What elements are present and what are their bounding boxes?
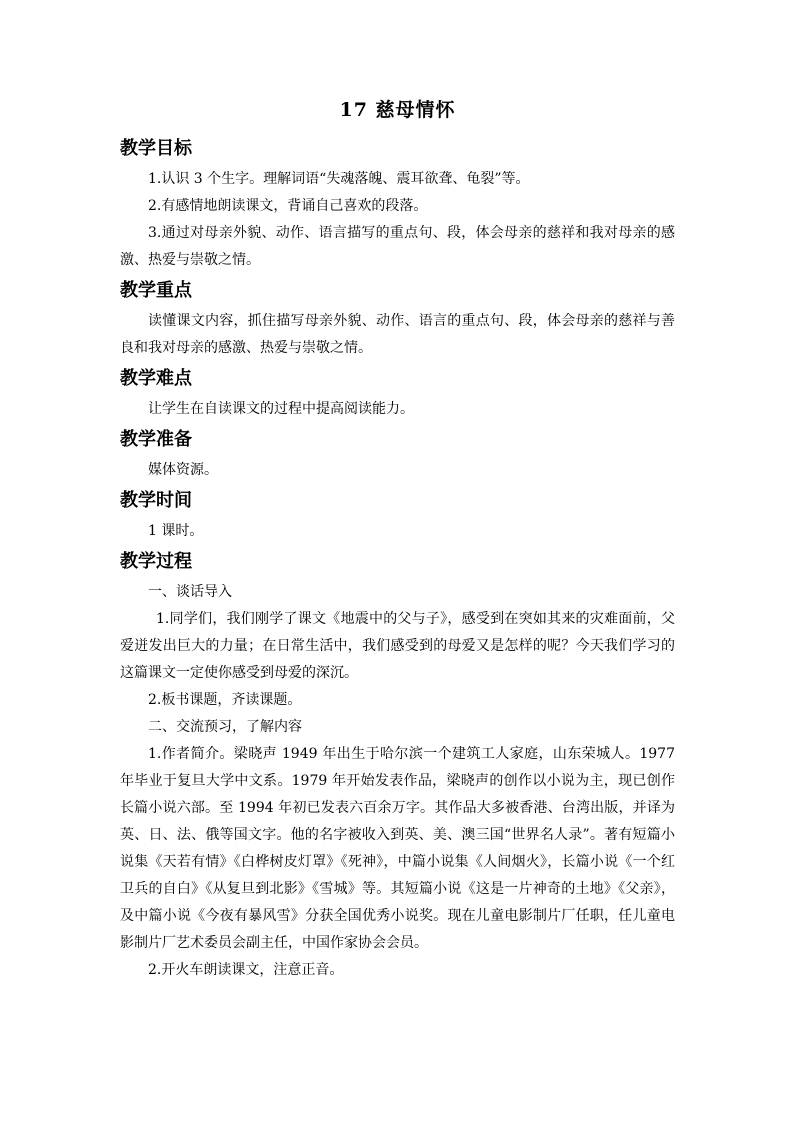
process-part1-paragraph-2: 2.板书课题，齐读课题。: [148, 692, 302, 708]
preparation-text: 媒体资源。: [148, 462, 218, 478]
lesson-title: 17 慈母情怀: [339, 99, 456, 121]
goal-item-1: 1.认识 3 个生字。理解词语“失魂落魄、震耳欲聋、龟裂”等。: [148, 171, 530, 187]
focus-text: 读懂课文内容，抓住描写母亲外貌、动作、语言的重点句、段，体会母亲的慈祥与善良和我对母亲的感激、热爱与崇敬之情。: [120, 313, 675, 356]
section-heading-goals: 教学目标: [120, 138, 192, 159]
section-heading-focus: 教学重点: [120, 280, 192, 301]
process-part2-paragraph-1: 1.作者简介。梁晓声 1949 年出生于哈尔滨一个建筑工人家庭，山东荣城人。1977 年毕业于复旦大学中文系。1979 年开始发表作品，梁晓声的创作以小说为主，现已创作长篇小说六部。至 1994 年初已发表六百余万字。其作品大多被香港、台湾出版，并译为英、日、法、俄等国文字。他的名字被收入到英、美、澳三国“世界名人录”。著有短篇小说集《天若有情》《白桦树皮灯罩》《死神》，中篇小说集《人间烟火》，长篇小说《一个红卫兵的自白》《从复旦到北影》《雪城》等。其短篇小说《这是一片神奇的土地》《父亲》，及中篇小说《今夜有暴风雪》分获全国优秀小说奖。现在儿童电影制片厂任职，任儿童电影制片厂艺术委员会副主任，中国作家协会会员。: [120, 746, 675, 951]
document-body: [120, 96, 675, 984]
section-heading-time: 教学时间: [120, 490, 192, 511]
process-part1-title: 一、谈话导入: [148, 584, 232, 600]
process-part1-paragraph-1: 1.同学们，我们刚学了课文《地震中的父与子》，感受到在突如其来的灾难面前，父爱迸发出巨大的力量；在日常生活中，我们感受到的母爱又是怎样的呢？今天我们学习的这篇课文一定使你感受到母爱的深沉。: [120, 611, 675, 681]
section-heading-process: 教学过程: [120, 551, 192, 572]
goal-item-3: 3.通过对母亲外貌、动作、语言描写的重点句、段，体会母亲的慈祥和我对母亲的感激、热爱与崇敬之情。: [120, 225, 675, 268]
process-part2-paragraph-2: 2.开火车朗读课文，注意正音。: [148, 962, 344, 978]
goal-item-2: 2.有感情地朗读课文，背诵自己喜欢的段落。: [148, 198, 428, 214]
difficulty-text: 让学生在自读课文的过程中提高阅读能力。: [148, 401, 414, 417]
time-text: 1 课时。: [148, 523, 204, 539]
section-heading-preparation: 教学准备: [120, 429, 192, 450]
process-part2-title: 二、交流预习，了解内容: [148, 719, 302, 735]
section-heading-difficulty: 教学难点: [120, 368, 192, 389]
